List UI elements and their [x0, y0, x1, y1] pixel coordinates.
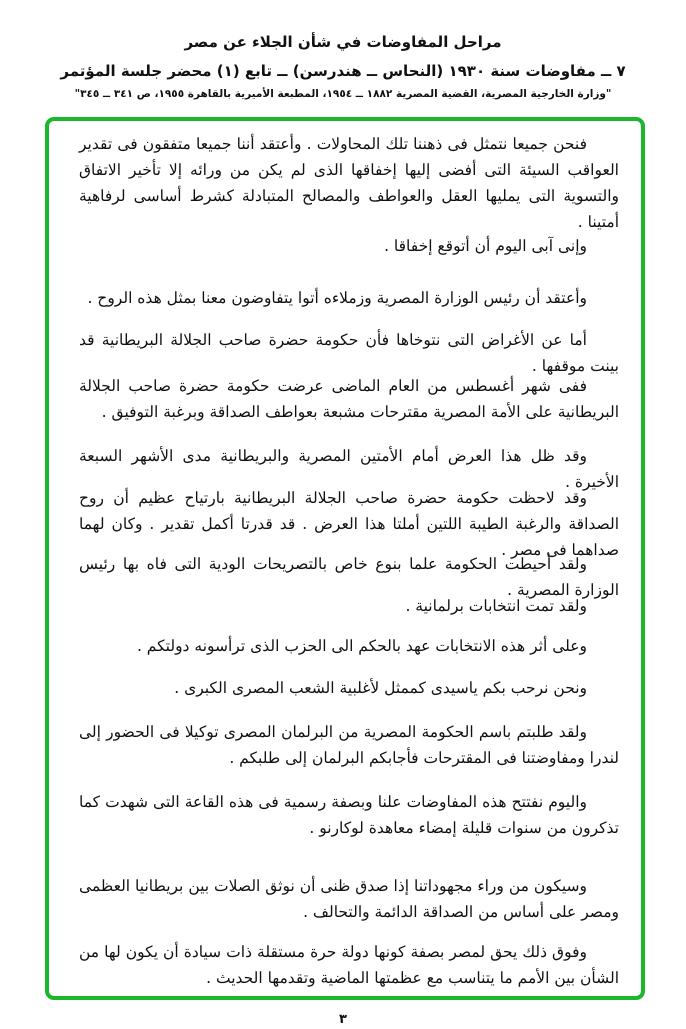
text-frame: [45, 117, 645, 1000]
paragraph-7: وقد لاحظت حكومة حضرة صاحب الجلالة البريطانية بارتياح عظيم أن روح الصداقة والرغبة الطيبة اللتين أملتا هذا العرض . قد قدرتا أكمل تقدير . وكان لهما صداهما فى مصر .: [79, 489, 619, 559]
source-citation: "وزارة الخارجية المصرية، القضية المصرية ١٨٨٢ ــ ١٩٥٤، المطبعة الأميرية بالقاهرة ١٩٥٥، ص ٣٤١ ــ ٣٤٥": [74, 88, 612, 100]
paragraph-1: فنحن جميعا نتمثل فى ذهننا تلك المحاولات . وأعتقد أننا جميعا متفقون فى تقدير العواقب السيئة التى أفضى إليها إخفاقها الذى لم يكن من ورائه إلا تأخير الاتفاق والتسوية التى يمليها العقل والعواطف والمصالح المتبادلة كشرط أساسى لرفاهية أمتينا .: [79, 135, 619, 231]
paragraph-4: أما عن الأغراض التى نتوخاها فأن حكومة حضرة صاحب الجلالة البريطانية قد بينت موقفها .: [79, 331, 619, 375]
document-title: مراحل المفاوضات في شأن الجلاء عن مصر: [184, 33, 502, 51]
paragraph-9: ولقد تمت انتخابات برلمانية .: [405, 597, 587, 615]
paragraph-13: واليوم نفتتح هذه المفاوضات علنا وبصفة رسمية فى هذه القاعة التى شهدت كما تذكرون من سنوات قليلة إمضاء معاهدة لوكارنو .: [79, 793, 619, 837]
paragraph-10: وعلى أثر هذه الانتخابات عهد بالحكم الى الحزب الذى ترأسونه دولتكم .: [136, 637, 587, 655]
document-subtitle: ٧ ــ مفاوضات سنة ١٩٣٠ (النحاس ــ هندرسن) ــ تابع (١) محضر جلسة المؤتمر: [60, 62, 626, 80]
paragraph-3: وأعتقد أن رئيس الوزارة المصرية وزملاءه أتوا يتفاوضون معنا بمثل هذه الروح .: [87, 289, 587, 307]
paragraph-5: ففى شهر أغسطس من العام الماضى عرضت حكومة حضرة صاحب الجلالة البريطانية على الأمة المصرية مقترحات مشبعة بعواطف الصداقة وبرغبة التوفيق .: [79, 377, 619, 421]
paragraph-11: ونحن نرحب بكم ياسيدى كممثل لأغلبية الشعب المصرى الكبرى .: [174, 679, 587, 697]
page-number: ٣: [339, 1012, 347, 1027]
paragraph-15: وفوق ذلك يحق لمصر بصفة كونها دولة حرة مستقلة ذات سيادة أن يكون لها من الشأن بين الأمم ما يتناسب مع عظمتها الماضية وتقدمها الحديث .: [79, 943, 619, 987]
paragraph-8: ولقد أحيطت الحكومة علما بنوع خاص بالتصريحات الودية التى فاه بها رئيس الوزارة المصرية .: [79, 555, 619, 599]
paragraph-6: وقد ظل هذا العرض أمام الأمتين المصرية والبريطانية مدى الأشهر السبعة الأخيرة .: [79, 447, 619, 491]
paragraph-14: وسيكون من وراء مجهوداتنا إذا صدق ظنى أن نوثق الصلات بين بريطانيا العظمى ومصر على أساس من الصداقة الدائمة والتحالف .: [79, 877, 619, 921]
paragraph-12: ولقد طلبتم باسم الحكومة المصرية من البرلمان المصرى توكيلا فى الحضور إلى لندرا ومفاوضتنا فى المقترحات فأجابكم البرلمان إلى طلبكم .: [79, 723, 619, 767]
paragraph-2: وإنى آبى اليوم أن أتوقع إخفاقا .: [384, 237, 587, 255]
